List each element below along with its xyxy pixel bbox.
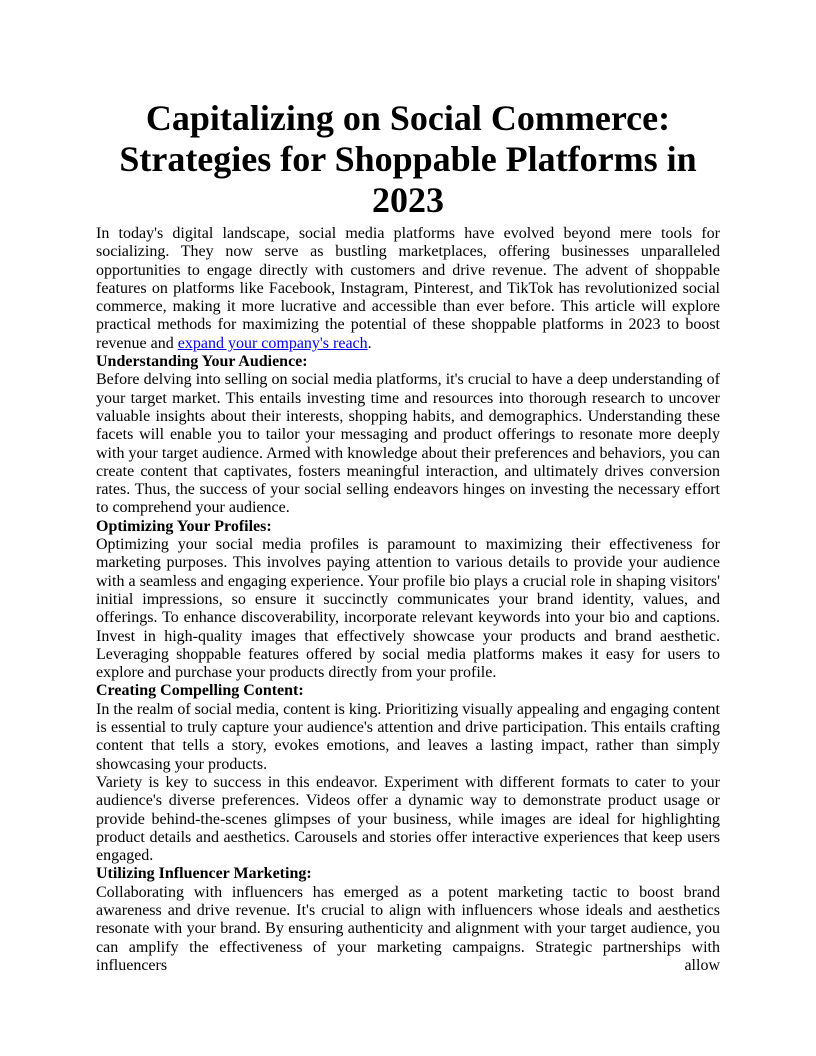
expand-reach-link[interactable]: expand your company's reach [177, 334, 368, 352]
section-heading: Optimizing Your Profiles: [96, 517, 272, 535]
section-paragraph: Before delving into selling on social media platforms, it's crucial to have a deep understanding of your target market. This entails investing time and resources into thorough research to uncover valuable insights about their interests, shopping habits, and demographics. Understanding these facets will enable you to tailor your messaging and product offerings to resonate more deeply with your target audience. Armed with knowledge about their preferences and behaviors, you can create content that captivates, fosters meaningful interaction, and ultimately drives conversion rates. Thus, the success of your social selling endeavors hinges on investing the necessary effort to comprehend your audience. [96, 371, 720, 517]
intro-text: In today's digital landscape, social media platforms have evolved beyond mere tools for socializing. They now serve as bustling marketplaces, offering businesses unparalleled opportunities to engage directly with customers and drive revenue. The advent of shoppable features on platforms like Facebook, Instagram, Pinterest, and TikTok has revolutionized social commerce, making it more lucrative and accessible than ever before. This article will explore practical methods for maximizing the potential of these shoppable platforms in 2023 to boost revenue and [96, 225, 720, 352]
section-paragraph: In the realm of social media, content is king. Prioritizing visually appealing and engaging content is essential to truly capture your audience's attention and drive participation. This entails crafting content that tells a story, evokes emotions, and leaves a lasting impact, rather than simply showcasing your products. [96, 700, 720, 773]
intro-paragraph [96, 225, 720, 353]
section-heading: Creating Compelling Content: [96, 682, 304, 700]
intro-end: . [367, 334, 372, 352]
section-heading: Utilizing Influencer Marketing: [96, 865, 312, 883]
section-paragraph: Variety is key to success in this endeavor. Experiment with different formats to cater to your audience's diverse preferences. Videos offer a dynamic way to demonstrate product usage or provide behind-the-scenes glimpses of your business, while images are ideal for highlighting product details and aesthetics. Carousels and stories offer interactive experiences that keep users engaged. [96, 773, 720, 865]
document-page [96, 98, 720, 975]
section-paragraph: Collaborating with influencers has emerged as a potent marketing tactic to boost brand awareness and drive revenue. It's crucial to align with influencers whose ideals and aesthetics resonate with your brand. By ensuring authenticity and alignment with your target audience, you can amplify the effectiveness of your marketing campaigns. Strategic partnerships with influencers allow [96, 883, 720, 974]
article-title: Capitalizing on Social Commerce: Strategies for Shoppable Platforms in 2023 [119, 98, 697, 220]
section-paragraph: Optimizing your social media profiles is paramount to maximizing their effectiveness for marketing purposes. This involves paying attention to various details to provide your audience with a seamless and engaging experience. Your profile bio plays a crucial role in shaping visitors' initial impressions, so ensure it succinctly communicates your brand identity, values, and offerings. To enhance discoverability, incorporate relevant keywords into your bio and captions. Invest in high-quality images that effectively showcase your products and brand aesthetic. Leveraging shoppable features offered by social media platforms makes it easy for users to explore and purchase your products directly from your profile. [96, 536, 720, 682]
section-heading: Understanding Your Audience: [96, 353, 308, 371]
